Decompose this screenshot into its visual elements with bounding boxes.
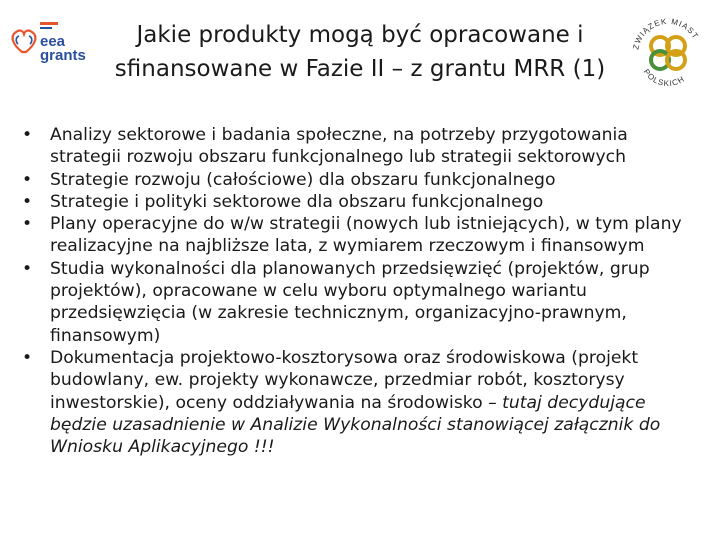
svg-text:ZWIĄZEK MIAST: ZWIĄZEK MIAST — [631, 16, 701, 51]
bullet-icon: • — [22, 169, 33, 190]
svg-text:POLSKICH: POLSKICH — [641, 67, 687, 89]
bullet-icon: • — [22, 191, 33, 212]
bullet-list — [22, 124, 702, 458]
list-item-text: Studia wykonalności dla planowanych przedsięwzięć (projektów, grup projektów), opracowane w celu wyboru optymalnego wariantu przedsięwzięcia (w zakresie technicznym, organizacyjno-prawnym, finansowym) — [50, 258, 650, 346]
eea-grants-logo — [8, 14, 88, 70]
list-item-text: Plany operacyjne do w/w strategii (nowych lub istniejących), w tym plany realizacyjne na najbliższe lata, z wymiarem rzeczowym i finansowym — [50, 214, 682, 257]
eea-heart-icon — [13, 31, 36, 52]
list-item — [22, 347, 702, 458]
bullet-icon: • — [22, 258, 33, 279]
list-item — [22, 169, 702, 191]
page-title: Jakie produkty mogą być opracowane i sfinansowane w Fazie II – z grantu MRR (1) — [114, 22, 606, 82]
city-rings-icon — [651, 37, 685, 69]
list-item-text: Strategie i polityki sektorowe dla obszaru funkcjonalnego — [50, 191, 544, 212]
list-item-text: Dokumentacja projektowo-kosztorysowa oraz środowiskowa (projekt budowlany, ew. projekty wykonawcze, przedmiar robót, kosztorysy inwestorskie), oceny oddziaływania na środowisko – — [50, 347, 639, 413]
list-item-emphasis: tutaj decydujące będzie uzasadnienie w Analizie Wykonalności stanowiącej załącznik do Wniosku Aplikacyjnego !!! — [50, 392, 661, 458]
list-item-text: Strategie rozwoju (całościowe) dla obszaru funkcjonalnego — [50, 169, 556, 190]
bullet-icon: • — [22, 125, 33, 145]
zwiazek-miast-polskich-logo — [626, 8, 710, 92]
bullet-icon: • — [22, 214, 33, 235]
list-item — [22, 124, 702, 169]
bullet-icon: • — [22, 347, 33, 368]
list-item — [22, 191, 702, 213]
list-item-text: Analizy sektorowe i badania społeczne, na potrzeby przygotowania strategii rozwoju obszaru funkcjonalnego lub strategii sektorowych — [50, 125, 628, 168]
list-item — [22, 258, 702, 347]
grants-word: grants — [40, 47, 86, 64]
list-item — [22, 213, 702, 258]
eea-word: eea — [40, 33, 66, 50]
